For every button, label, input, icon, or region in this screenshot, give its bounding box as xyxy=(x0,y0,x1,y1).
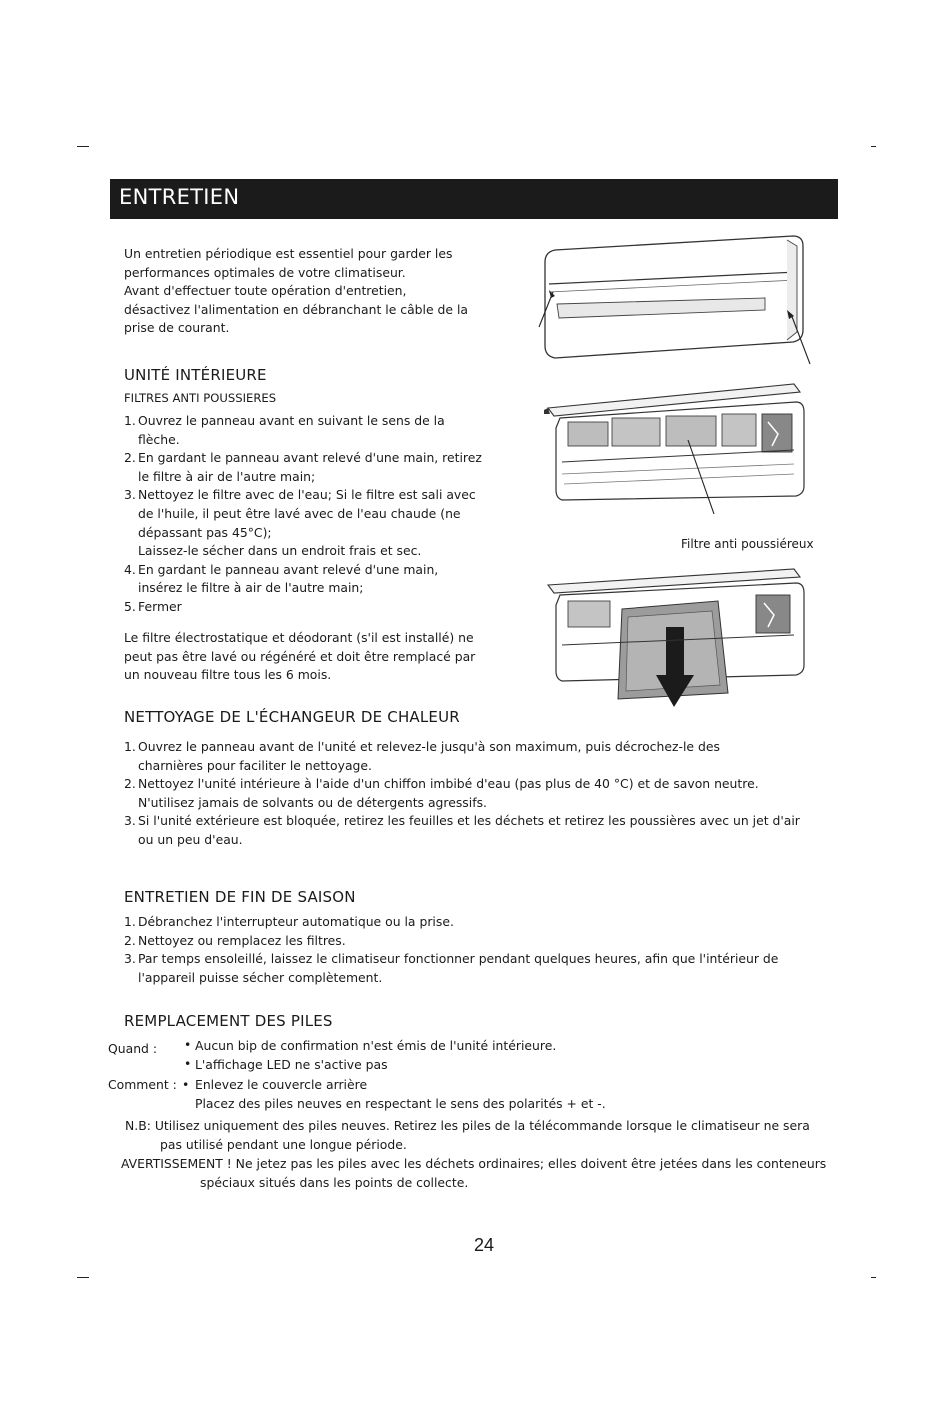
intro-line: Un entretien périodique est essentiel pour garder les xyxy=(124,246,453,261)
note-line: peut pas être lavé ou régénéré et doit être remplacé par xyxy=(124,648,476,664)
list-item xyxy=(124,598,494,617)
batteries-heading: REMPLACEMENT DES PILES xyxy=(124,1012,333,1030)
how-label: Comment : xyxy=(108,1077,177,1092)
page-number: 24 xyxy=(474,1235,495,1255)
intro-line: prise de courant. xyxy=(124,320,230,336)
crop-mark xyxy=(871,146,876,147)
list-item xyxy=(124,913,814,932)
intro-line: Avant d'effectuer toute opération d'entretien, xyxy=(124,283,407,299)
list-item xyxy=(124,950,814,987)
intro-line: désactivez l'alimentation en débranchant le câble de la xyxy=(124,301,469,317)
step-number: 2. xyxy=(124,932,136,948)
step-line: Ouvrez le panneau avant en suivant le sens de la xyxy=(138,413,445,428)
step-number: 3. xyxy=(124,813,136,829)
step-line: Par temps ensoleillé, laissez le climatiseur fonctionner pendant quelques heures, afin que l'intérieur de xyxy=(138,951,779,967)
battery-warning-cont: spéciaux situés dans les points de collecte. xyxy=(200,1175,469,1190)
step-line: l'appareil puisse sécher complètement. xyxy=(138,969,383,985)
step-number: 2. xyxy=(124,776,136,792)
when-item: Aucun bip de confirmation n'est émis de l'unité intérieure. xyxy=(195,1038,557,1053)
indoor-subheading: FILTRES ANTI POUSSIERES xyxy=(124,391,277,405)
bullet: • xyxy=(182,1077,190,1092)
crop-mark xyxy=(871,1277,876,1278)
list-item xyxy=(124,449,494,486)
indoor-unit-closed-illustration xyxy=(535,232,815,367)
list-item xyxy=(124,486,494,560)
crop-mark xyxy=(77,146,89,147)
intro-line: performances optimales de votre climatiseur. xyxy=(124,264,406,280)
step-number: 3. xyxy=(124,951,136,967)
list-item xyxy=(124,932,814,951)
step-line: Si l'unité extérieure est bloquée, retirez les feuilles et les déchets et retirez les poussières avec un jet d'air xyxy=(138,813,800,829)
step-number: 1. xyxy=(124,739,136,754)
list-item xyxy=(124,775,814,812)
step-line: Ouvrez le panneau avant de l'unité et relevez-le jusqu'à son maximum, puis décrochez-le des xyxy=(138,739,720,754)
step-number: 5. xyxy=(124,598,136,614)
step-line: N'utilisez jamais de solvants ou de détergents agressifs. xyxy=(138,794,487,810)
step-line: Laissez-le sécher dans un endroit frais et sec. xyxy=(138,543,422,559)
note-line: Le filtre électrostatique et déodorant (s'il est installé) ne xyxy=(124,630,474,645)
note-line: un nouveau filtre tous les 6 mois. xyxy=(124,667,332,683)
filter-caption: Filtre anti poussiéreux xyxy=(681,537,814,551)
title-banner xyxy=(110,179,838,219)
step-line: de l'huile, il peut être lavé avec de l'eau chaude (ne xyxy=(138,505,461,521)
step-line: charnières pour faciliter le nettoyage. xyxy=(138,757,372,773)
step-line: Nettoyez le filtre avec de l'eau; Si le filtre est sali avec xyxy=(138,487,476,503)
step-line: insérez le filtre à air de l'autre main; xyxy=(138,580,364,596)
step-number: 1. xyxy=(124,413,136,428)
step-number: 1. xyxy=(124,914,136,929)
list-item xyxy=(124,738,814,775)
crop-mark xyxy=(77,1277,89,1278)
step-line: ou un peu d'eau. xyxy=(138,831,243,847)
step-line: Nettoyez ou remplacez les filtres. xyxy=(138,932,346,948)
step-line: En gardant le panneau avant relevé d'une main, xyxy=(138,561,439,577)
step-line: flèche. xyxy=(138,431,180,447)
filter-slide-out-illustration xyxy=(538,565,808,713)
indoor-steps xyxy=(124,412,494,617)
exchanger-steps xyxy=(124,738,814,850)
how-item: Enlevez le couvercle arrière xyxy=(195,1077,368,1092)
how-item: Placez des piles neuves en respectant le sens des polarités + et -. xyxy=(195,1096,606,1111)
filter-note xyxy=(124,629,504,685)
bullet: • xyxy=(184,1056,192,1071)
list-item xyxy=(124,561,494,598)
battery-warning: AVERTISSEMENT ! Ne jetez pas les piles avec les déchets ordinaires; elles doivent être jetées dans les conteneurs xyxy=(121,1156,827,1171)
filter-removal-illustration xyxy=(538,378,808,518)
exchanger-heading: NETTOYAGE DE L'ÉCHANGEUR DE CHALEUR xyxy=(124,708,460,726)
step-line: Fermer xyxy=(138,598,182,614)
step-line: Débranchez l'interrupteur automatique ou la prise. xyxy=(138,914,454,929)
battery-note-cont: pas utilisé pendant une longue période. xyxy=(160,1137,407,1152)
page-title: ENTRETIEN xyxy=(119,185,240,209)
step-line: En gardant le panneau avant relevé d'une main, retirez xyxy=(138,450,482,466)
indoor-heading: UNITÉ INTÉRIEURE xyxy=(124,366,267,384)
season-heading: ENTRETIEN DE FIN DE SAISON xyxy=(124,888,356,906)
step-line: dépassant pas 45°C); xyxy=(138,524,272,540)
when-label: Quand : xyxy=(108,1041,158,1056)
step-line: le filtre à air de l'autre main; xyxy=(138,468,316,484)
list-item xyxy=(124,812,814,849)
step-number: 2. xyxy=(124,450,136,466)
bullet: • xyxy=(184,1037,192,1052)
step-number: 4. xyxy=(124,561,136,577)
season-steps xyxy=(124,913,814,987)
battery-note: N.B: Utilisez uniquement des piles neuves. Retirez les piles de la télécommande lorsque le climatiseur ne sera xyxy=(125,1118,810,1133)
intro-paragraph xyxy=(124,245,504,338)
list-item xyxy=(124,412,494,449)
step-line: Nettoyez l'unité intérieure à l'aide d'un chiffon imbibé d'eau (pas plus de 40 °C) et de savon neutre. xyxy=(138,776,759,792)
step-number: 3. xyxy=(124,487,136,503)
when-item: L'affichage LED ne s'active pas xyxy=(195,1057,388,1072)
